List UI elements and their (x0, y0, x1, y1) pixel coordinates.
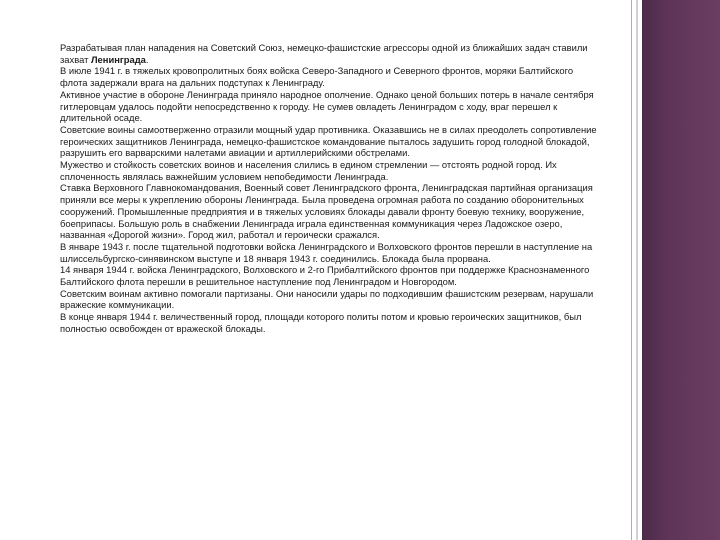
paragraph: Мужество и стойкость советских воинов и населения слились в едином стремлении — отстоять родной город. Их сплоченность являлась важнейшим условием непобедимости Ленинграда. (60, 159, 557, 182)
paragraph: Советские воины самоотверженно отразили мощный удар противника. Оказавшись не в силах преодолеть сопротивление героических защитников Ленинграда, немецко-фашистское командование пыталось задушить город голодной блокадой, разрушить его варварскими налетами авиации и артиллерийскими обстрелами. (60, 123, 597, 159)
paragraph-intro-end: . (145, 53, 149, 65)
paragraph: В июле 1941 г. в тяжелых кровопролитных боях войска Северо-Западного и Северного фронтов, моряки Балтийского флота задержали врага на дальних подступах к Ленинграду. (60, 65, 574, 89)
paragraph: В январе 1943 г. после тщательной подготовки войска Ленинградского и Волховского фронтов перешли в наступление на шлиссельбургско-синявинском выступе и 18 января 1943 г. соединились. Блокада была прорвана. (60, 240, 593, 264)
paragraph: Советским воинам активно помогали партизаны. Они наносили удары по подходившим фашистским резервам, нарушали вражеские коммуникации. (60, 287, 594, 311)
leningrad-highlight: Ленинграда (90, 53, 146, 65)
decorative-sidebar (642, 0, 720, 540)
paragraph: Активное участие в обороне Ленинграда приняло народное ополчение. Однако ценой больших потерь в начале сентября гитлеровцам удалось подойти непосредственно к городу. Не сумев овладеть Ленинградом с ходу, враг перешел к длительной осаде. (60, 88, 594, 124)
paragraph: 14 января 1944 г. войска Ленинградского, Волховского и 2-го Прибалтийского фронтов при поддержке Краснознаменного Балтийского флота перешли в решительное наступление под Ленинградом и Новгородом. (60, 264, 590, 288)
paragraph: В конце января 1944 г. величественный город, площади которого политы потом и кровью героических защитников, был полностью освобожден от вражеской блокады. (60, 311, 582, 334)
paragraph-intro-text: Разрабатывая план нападения на Советский Союз, немецко-фашистские агрессоры одной из ближайших задач ставили захват (60, 42, 588, 65)
paragraph: Ставка Верховного Главнокомандования, Военный совет Ленинградского фронта, Ленинградская партийная организация приняли все меры к укреплению обороны Ленинграда. Была проведена огромная работа по созданию оборонительных сооружений. Промышленные предприятия и в тяжелых условиях блокады давали фронту боевую технику, вооружение, боеприпасы. Большую роль в снабжении Ленинграда играла единственная коммуникация через Ладожское озеро, названная «Дорогой жизни». Город жил, работал и героически сражался. (60, 182, 593, 241)
paragraph-intro (60, 42, 600, 65)
decorative-divider-thin (631, 0, 632, 540)
slide-body (60, 42, 600, 335)
decorative-divider (636, 0, 638, 540)
